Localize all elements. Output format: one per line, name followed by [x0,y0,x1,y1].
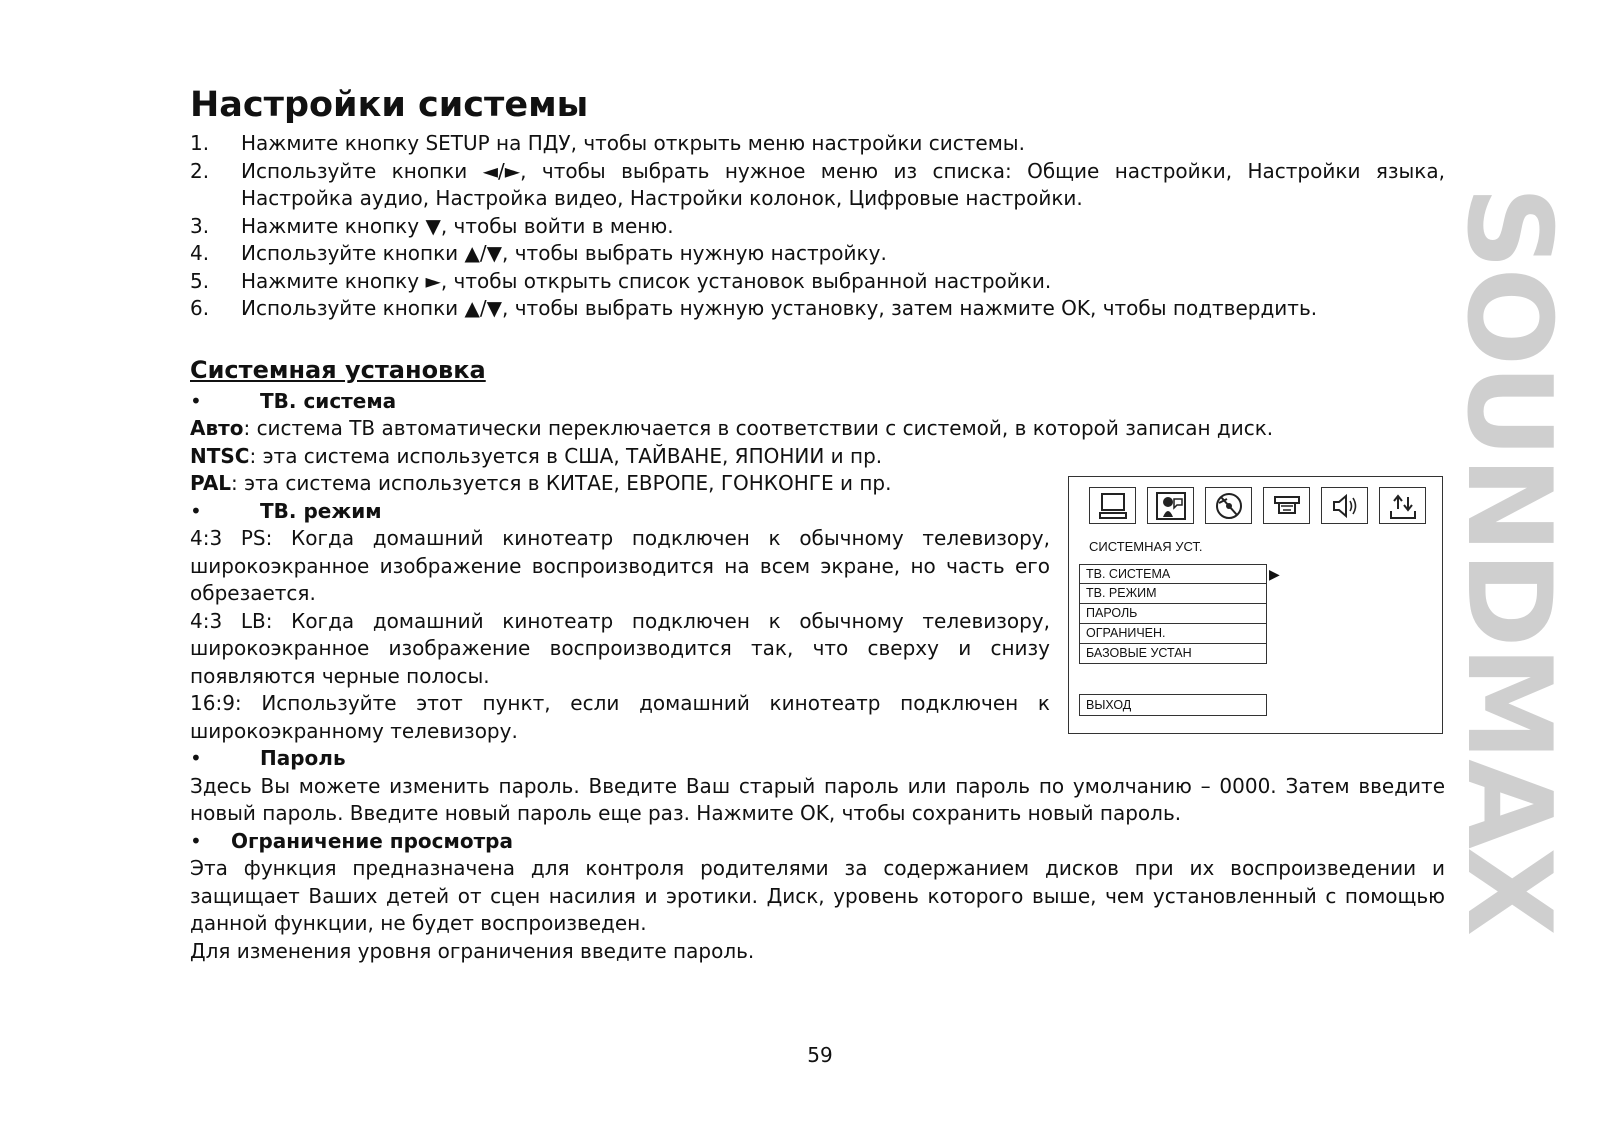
brand-logo: SOUNDMAX [1441,185,1576,935]
rating-text-2: Для изменения уровня ограничения введите пароль. [190,938,755,963]
steps-list [190,130,1445,323]
rating-text: Эта функция предназначена для контроля родителями за содержанием дисков при их воспроизведении и защищает Ваших детей от сцен насилия и эротики. Диск, уровень которого выше, чем установленный с помощью данной функции, не будет воспроизведен. [190,856,1445,935]
menu-item-defaults[interactable]: БАЗОВЫЕ УСТАН [1079,644,1267,664]
page-number: 59 [807,1043,833,1067]
ntsc-text: NTSC: эта система используется в США, ТАЙВАНЕ, ЯПОНИИ и пр. [190,443,883,468]
tv-system-heading: • ТВ. система [190,388,397,413]
menu-item-tv-system[interactable]: ТВ. СИСТЕМА [1079,564,1267,584]
menu-item-rating[interactable]: ОГРАНИЧЕН. [1079,624,1267,644]
step-item: 2. Используйте кнопки ◄/►, чтобы выбрать нужное меню из списка: Общие настройки, Настройки языка, Настройка аудио, Настройка видео, Настройки колонок, Цифровые настройки. [190,158,1445,210]
language-icon [1147,487,1194,524]
menu-list [1079,564,1267,664]
menu-item-exit[interactable]: ВЫХОД [1079,694,1267,716]
digital-icon [1379,487,1426,524]
section-title: Системная установка [190,355,486,384]
auto-text: Авто: система ТВ автоматически переключается в соответствии с системой, в которой записан диск. [190,416,1274,440]
menu-icons [1089,487,1426,524]
pal-text: PAL: эта система используется в КИТАЕ, ЕВРОПЕ, ГОНКОНГЕ и пр. [190,471,892,495]
step-item: 6. Используйте кнопки ▲/▼, чтобы выбрать нужную установку, затем нажмите OK, чтобы подтвердить. [190,296,1318,320]
menu-item-password[interactable]: ПАРОЛЬ [1079,604,1267,624]
menu-title: СИСТЕМНАЯ УСТ. [1089,539,1203,554]
monitor-icon [1089,487,1136,524]
setup-menu-screenshot [1068,476,1443,734]
menu-item-tv-mode[interactable]: ТВ. РЕЖИМ [1079,584,1267,604]
step-item: 1. Нажмите кнопку SETUP на ПДУ, чтобы открыть меню настройки системы. [190,131,1025,155]
password-text: Здесь Вы можете изменить пароль. Введите Ваш старый пароль или пароль по умолчанию – 0000. Затем введите новый пароль. Введите новый пароль еще раз. Нажмите OK, чтобы сохранить новый пароль. [190,773,1445,825]
video-icon [1263,487,1310,524]
selection-arrow-icon: ▶ [1269,566,1280,582]
rating-heading: • Ограничение просмотра [190,828,513,853]
step-item: 4. Используйте кнопки ▲/▼, чтобы выбрать нужную настройку. [190,241,887,265]
tv-mode-text: 4:3 PS: Когда домашний кинотеатр подключен к обычному телевизору, широкоэкранное изображение воспроизводится на всем экране, но часть его обрезается. 4:3 LB: Когда домашний кинотеатр подключен к обычному телевизору, широкоэкранное изображение воспроизводится так, что сверху и снизу появляются черные полосы. 16:9: Используйте этот пункт, если домашний кинотеатр подключен к широкоэкранному телевизору. [190,526,1050,743]
page-title: Настройки системы [190,85,589,125]
tv-mode-heading: • ТВ. режим [190,498,382,523]
disc-icon [1205,487,1252,524]
step-item: 5. Нажмите кнопку ►, чтобы открыть список установок выбранной настройки. [190,268,1052,293]
step-item: 3. Нажмите кнопку ▼, чтобы войти в меню. [190,213,674,238]
speaker-icon [1321,487,1368,524]
password-heading: • Пароль [190,746,346,770]
